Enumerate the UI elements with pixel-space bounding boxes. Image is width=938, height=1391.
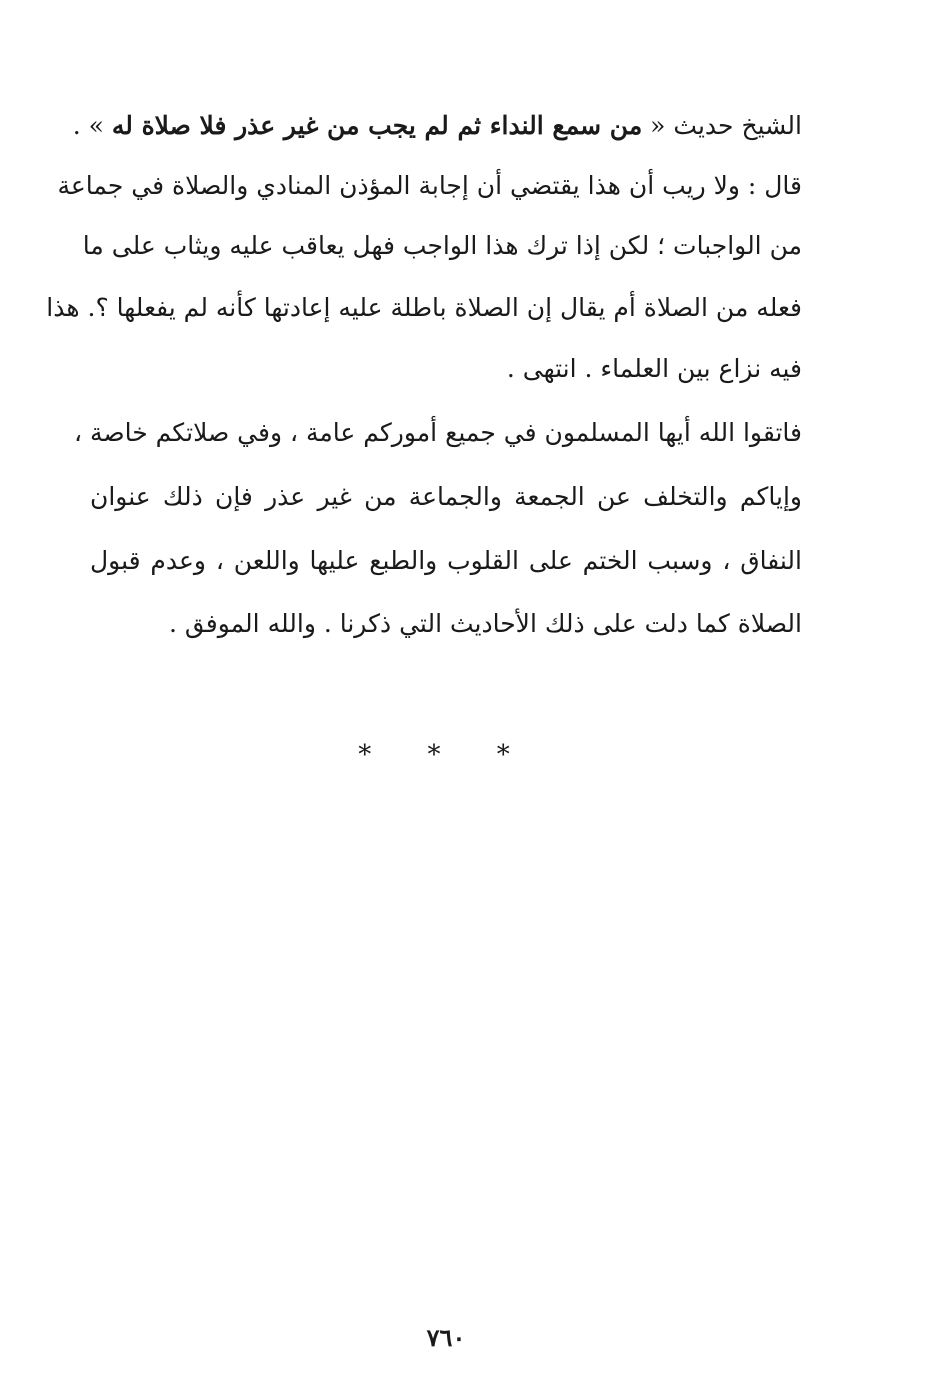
paragraph-1-line-5: فيه نزاع بين العلماء . انتهى . (506, 354, 802, 383)
hadith-quote: من سمع النداء ثم لم يجب من غير عذر فلا صلاة له (111, 111, 643, 140)
paragraph-1-line-4: فعله من الصلاة أم يقال إن الصلاة باطلة عليه إعادتها كأنه لم يفعلها ؟. هذا (46, 293, 802, 322)
page-number: ٧٦٠ (426, 1323, 466, 1352)
paragraph-2-line-3: النفاق ، وسبب الختم على القلوب والطبع عليها واللعن ، وعدم قبول (90, 546, 802, 575)
line-suffix: » . (72, 111, 112, 140)
paragraph-2-line-2: وإياكم والتخلف عن الجمعة والجماعة من غير عذر فإن ذلك عنوان (90, 482, 802, 511)
paragraph-1-line-1 (72, 96, 802, 156)
paragraph-2-line-1: فاتقوا الله أيها المسلمون في جميع أموركم عامة ، وفي صلاتكم خاصة ، (74, 418, 802, 447)
paragraph-1-line-3: من الواجبات ؛ لكن إذا ترك هذا الواجب فهل يعاقب عليه ويثاب على ما (82, 231, 802, 260)
section-separator: * * * (358, 740, 534, 770)
document-page (46, 0, 802, 1391)
paragraph-1-line-2: قال : ولا ريب أن هذا يقتضي أن إجابة المؤذن المنادي والصلاة في جماعة (57, 171, 802, 200)
line-prefix: الشيخ حديث « (642, 111, 802, 140)
paragraph-2-line-4: الصلاة كما دلت على ذلك الأحاديث التي ذكرنا . والله الموفق . (169, 609, 802, 638)
